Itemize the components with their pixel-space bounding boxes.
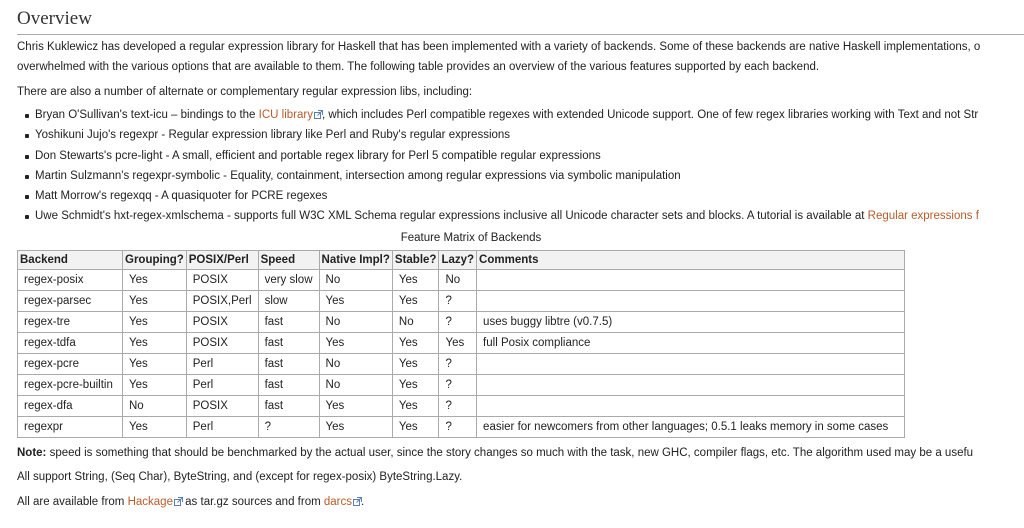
intro-line-1: Chris Kuklewicz has developed a regular expression library for Haskell that has been implemented with a variety of backends. Some of these backends are native Haskell implementations, o	[17, 41, 981, 53]
cell-grouping: Yes	[123, 354, 187, 375]
list-item	[17, 209, 979, 229]
cell-comments	[477, 291, 905, 312]
regular-expressions-tutorial-link[interactable]: Regular expressions f	[867, 210, 979, 223]
list-item-text: Bryan O'Sullivan's text-icu – bindings to the	[35, 109, 259, 121]
cell-backend: regexpr	[18, 417, 123, 438]
bullet-icon	[25, 195, 29, 199]
table-row	[18, 270, 905, 291]
cell-native-impl: Yes	[319, 333, 392, 354]
cell-speed: very slow	[258, 270, 319, 291]
availability-text: as tar.gz sources and from	[181, 496, 324, 508]
bullet-icon	[25, 155, 29, 159]
cell-lazy: ?	[439, 417, 477, 438]
cell-posix-perl: POSIX	[186, 270, 258, 291]
cell-speed: fast	[258, 375, 319, 396]
cell-backend: regex-parsec	[18, 291, 123, 312]
cell-native-impl: Yes	[319, 291, 392, 312]
cell-native-impl: No	[319, 270, 392, 291]
cell-lazy: ?	[439, 396, 477, 417]
cell-comments	[477, 375, 905, 396]
column-header-lazy: Lazy?	[439, 251, 477, 270]
table-row	[18, 375, 905, 396]
table-row	[18, 312, 905, 333]
speed-note	[17, 446, 973, 461]
note-text: speed is something that should be benchmarked by the actual user, since the story changes so much with the task, new GHC, compiler flags, etc. The algorithm used may be a usefu	[46, 447, 974, 459]
cell-grouping: Yes	[123, 291, 187, 312]
cell-backend: regex-tdfa	[18, 333, 123, 354]
cell-grouping: Yes	[123, 312, 187, 333]
heading-divider	[17, 34, 1024, 35]
cell-posix-perl: POSIX	[186, 396, 258, 417]
table-row	[18, 354, 905, 375]
list-item-text: Uwe Schmidt's hxt-regex-xmlschema - supports full W3C XML Schema regular expressions inclusive all Unicode character sets and blocks. A tutorial is available at	[35, 210, 868, 223]
cell-backend: regex-dfa	[18, 396, 123, 417]
cell-posix-perl: Perl	[186, 375, 258, 396]
availability-line	[17, 495, 364, 510]
list-item	[17, 169, 979, 189]
alternative-libs-list	[17, 108, 979, 230]
table-header-row	[18, 251, 905, 270]
list-item-text: Martin Sulzmann's regexpr-symbolic - Equality, containment, intersection among regular expressions via symbolic manipulation	[35, 169, 681, 182]
cell-posix-perl: POSIX,Perl	[186, 291, 258, 312]
cell-stable: Yes	[392, 291, 439, 312]
cell-stable: Yes	[392, 333, 439, 354]
cell-posix-perl: POSIX	[186, 312, 258, 333]
alternatives-intro: There are also a number of alternate or complementary regular expression libs, including:	[17, 86, 473, 98]
cell-grouping: Yes	[123, 375, 187, 396]
cell-stable: Yes	[392, 417, 439, 438]
column-header-comments: Comments	[477, 251, 905, 270]
column-header-backend: Backend	[18, 251, 123, 270]
list-item	[17, 128, 979, 148]
external-link-icon	[314, 110, 322, 118]
cell-lazy: ?	[439, 375, 477, 396]
cell-lazy: ?	[439, 291, 477, 312]
availability-text: .	[361, 496, 365, 508]
cell-lazy: ?	[439, 354, 477, 375]
table-row	[18, 291, 905, 312]
table-row	[18, 417, 905, 438]
cell-speed: ?	[258, 417, 319, 438]
list-item-text: , which includes Perl compatible regexes with extended Unicode support. One of few regex libraries working with Text and not Str	[321, 109, 979, 121]
cell-lazy: Yes	[439, 333, 477, 354]
list-item-text: Don Stewarts's pcre-light - A small, efficient and portable regex library for Perl 5 compatible regular expressions	[35, 149, 601, 162]
bullet-icon	[25, 114, 29, 118]
cell-backend: regex-posix	[18, 270, 123, 291]
table-caption: Feature Matrix of Backends	[400, 232, 542, 244]
cell-stable: No	[392, 312, 439, 333]
cell-native-impl: No	[319, 312, 392, 333]
cell-native-impl: No	[319, 354, 392, 375]
cell-comments: uses buggy libtre (v0.7.5)	[477, 312, 905, 333]
icu-library-link[interactable]: ICU library	[258, 109, 313, 121]
darcs-link[interactable]: darcs	[323, 496, 352, 508]
bullet-icon	[25, 134, 29, 138]
bullet-icon	[25, 215, 29, 219]
list-item-text: Yoshikuni Jujo's regexpr - Regular expression library like Perl and Ruby's regular expressions	[35, 129, 511, 142]
cell-backend: regex-pcre-builtin	[18, 375, 123, 396]
table-row	[18, 333, 905, 354]
cell-grouping: Yes	[123, 333, 187, 354]
note-label: Note:	[17, 447, 47, 459]
feature-matrix-table	[17, 250, 905, 438]
cell-stable: Yes	[392, 354, 439, 375]
list-item-text: Matt Morrow's regexqq - A quasiquoter for PCRE regexes	[35, 190, 328, 203]
column-header-posix-perl: POSIX/Perl	[186, 251, 258, 270]
availability-text: All are available from	[17, 496, 128, 508]
column-header-grouping: Grouping?	[123, 251, 187, 270]
table-row	[18, 396, 905, 417]
support-line: All support String, (Seq Char), ByteString, and (except for regex-posix) ByteString.Lazy.	[17, 471, 463, 483]
cell-stable: Yes	[392, 270, 439, 291]
external-link-icon	[353, 497, 361, 505]
cell-lazy: No	[439, 270, 477, 291]
cell-grouping: No	[123, 396, 187, 417]
cell-grouping: Yes	[123, 270, 187, 291]
list-item	[17, 108, 979, 128]
cell-stable: Yes	[392, 375, 439, 396]
cell-speed: fast	[258, 333, 319, 354]
cell-comments: easier for newcomers from other languages; 0.5.1 leaks memory in some cases	[477, 417, 905, 438]
external-link-icon	[174, 497, 182, 505]
cell-comments: full Posix compliance	[477, 333, 905, 354]
cell-comments	[477, 354, 905, 375]
column-header-native-impl: Native Impl?	[319, 251, 392, 270]
cell-backend: regex-tre	[18, 312, 123, 333]
article-content	[17, 0, 1024, 528]
cell-posix-perl: POSIX	[186, 333, 258, 354]
intro-line-2: overwhelmed with the various options that are available to them. The following table provides an overview of the various features supported by each backend.	[17, 61, 820, 73]
cell-native-impl: Yes	[319, 396, 392, 417]
cell-native-impl: No	[319, 375, 392, 396]
cell-posix-perl: Perl	[186, 417, 258, 438]
list-item	[17, 149, 979, 169]
hackage-link[interactable]: Hackage	[127, 496, 173, 508]
cell-speed: fast	[258, 312, 319, 333]
cell-native-impl: Yes	[319, 417, 392, 438]
column-header-stable: Stable?	[392, 251, 439, 270]
column-header-speed: Speed	[258, 251, 319, 270]
cell-speed: fast	[258, 396, 319, 417]
cell-speed: slow	[258, 291, 319, 312]
cell-posix-perl: Perl	[186, 354, 258, 375]
list-item	[17, 189, 979, 209]
cell-lazy: ?	[439, 312, 477, 333]
cell-backend: regex-pcre	[18, 354, 123, 375]
section-heading-overview: Overview	[17, 8, 92, 29]
cell-comments	[477, 270, 905, 291]
bullet-icon	[25, 175, 29, 179]
cell-stable: Yes	[392, 396, 439, 417]
cell-grouping: Yes	[123, 417, 187, 438]
cell-comments	[477, 396, 905, 417]
cell-speed: fast	[258, 354, 319, 375]
